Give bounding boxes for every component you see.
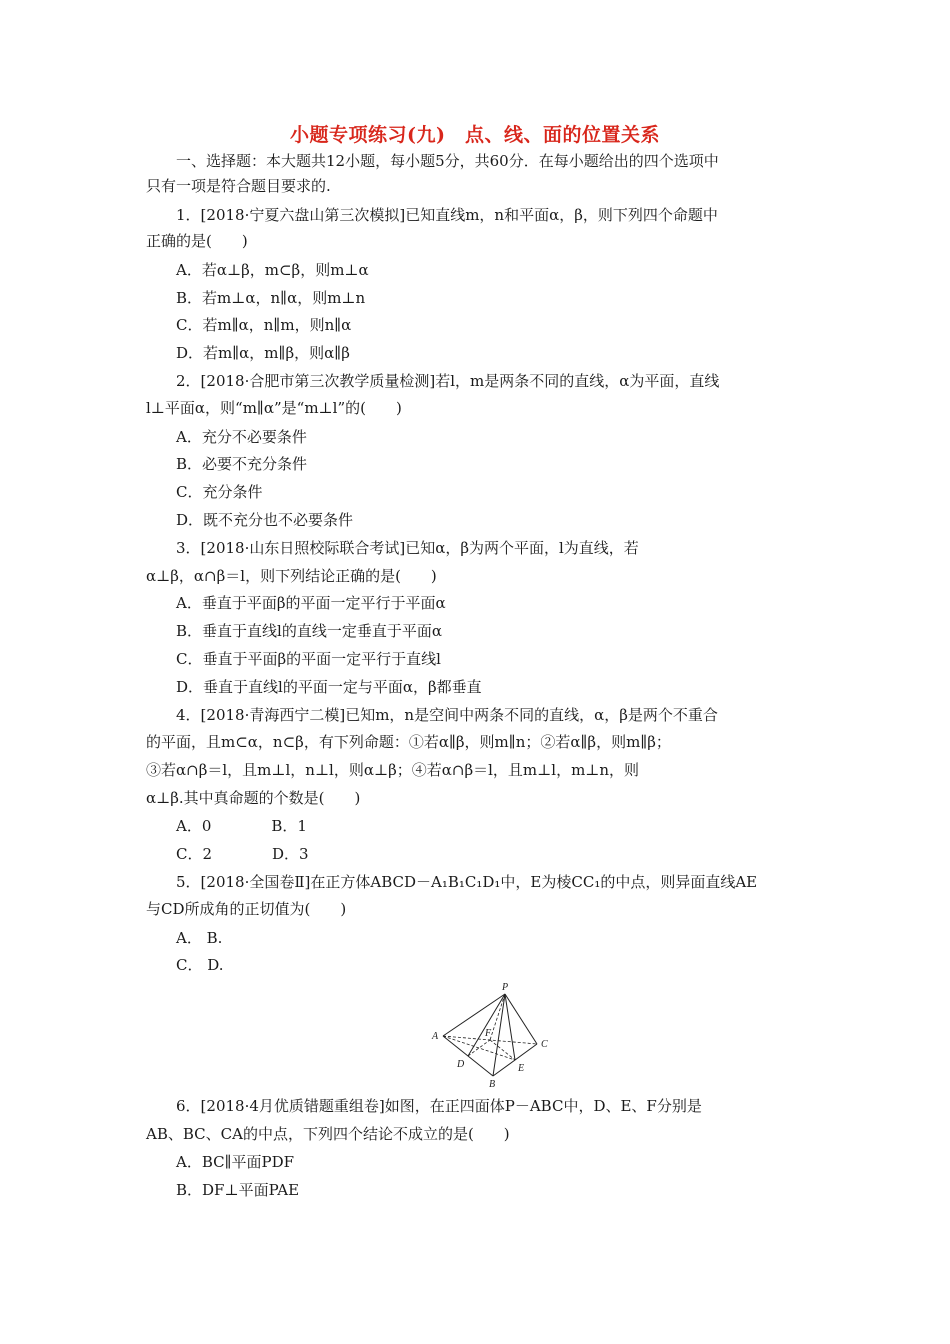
edge-pc	[505, 994, 537, 1044]
text-line-q1-d: D．若m∥α，m∥β，则α∥β	[176, 344, 350, 362]
text-line-q3-c: C．垂直于平面β的平面一定平行于直线l	[176, 650, 441, 668]
text-line-q1-b: B．若m⊥α，n∥α，则m⊥n	[176, 289, 366, 307]
text-line-q4-cd: C．2 D．3	[176, 845, 309, 863]
text-line-q2-b: B．必要不充分条件	[176, 455, 308, 473]
text-line-q2-a: A．充分不必要条件	[176, 428, 307, 446]
text-line-q3-stem-2: α⊥β，α∩β＝l，则下列结论正确的是( )	[146, 567, 437, 585]
text-line-section: 一、选择题：本大题共12小题，每小题5分，共60分．在每小题给出的四个选项中	[176, 152, 719, 170]
edge-ae	[443, 1036, 515, 1060]
text-line-q5-ab: A． B.	[176, 929, 223, 947]
edge-pf	[490, 994, 505, 1040]
edge-pe	[505, 994, 515, 1060]
text-line-q3-a: A．垂直于平面β的平面一定平行于平面α	[176, 594, 446, 612]
text-line-q5-cd: C． D.	[176, 956, 224, 974]
label-a: A	[432, 1031, 439, 1042]
text-line-q4-stem-2: 的平面，且m⊂α，n⊂β，有下列命题：①若α∥β，则m∥n；②若α∥β，则m∥β；	[146, 733, 671, 751]
text-line-q1-stem: 1．[2018·宁夏六盘山第三次模拟]已知直线m，n和平面α，β，则下列四个命题中	[176, 206, 718, 224]
text-line-q4-ab: A．0 B．1	[176, 817, 307, 835]
edge-fe	[490, 1040, 515, 1060]
label-b: B	[489, 1079, 496, 1090]
edge-pd	[468, 994, 505, 1056]
text-line-q3-b: B．垂直于直线l的直线一定垂直于平面α	[176, 622, 442, 640]
text-line-q6-b: B．DF⊥平面PAE	[176, 1181, 300, 1199]
text-line-q1-a: A．若α⊥β，m⊂β，则m⊥α	[176, 261, 369, 279]
text-line-q4-stem-4: α⊥β.其中真命题的个数是( )	[146, 789, 361, 807]
text-line-q5-stem-2: 与CD所成角的正切值为( )	[146, 900, 347, 918]
text-line-q2-c: C．充分条件	[176, 483, 263, 501]
text-line-q6-a: A．BC∥平面PDF	[176, 1153, 295, 1171]
text-line-q6-stem: 6．[2018·4月优质错题重组卷]如图，在正四面体P－ABC中，D、E、F分别是	[176, 1097, 702, 1115]
label-f: F	[485, 1028, 492, 1039]
text-line-q3-stem: 3．[2018·山东日照校际联合考试]已知α，β为两个平面，l为直线，若	[176, 539, 639, 557]
text-line-section-2: 只有一项是符合题目要求的.	[146, 177, 331, 195]
label-p: P	[502, 982, 509, 993]
text-line-q5-stem: 5．[2018·全国卷Ⅱ]在正方体ABCD－A₁B₁C₁D₁中，E为棱CC₁的中点，则异面直线AE	[176, 873, 758, 891]
page-title: 小题专项练习(九) 点、线、面的位置关系	[290, 124, 660, 146]
label-c: C	[541, 1039, 548, 1050]
tetrahedron-figure	[425, 980, 555, 1090]
text-line-q3-d: D．垂直于直线l的平面一定与平面α，β都垂直	[176, 678, 482, 696]
label-d: D	[457, 1059, 465, 1070]
text-line-q6-stem-2: AB、BC、CA的中点，下列四个结论不成立的是( )	[146, 1125, 510, 1143]
text-line-q2-stem: 2．[2018·合肥市第三次教学质量检测]若l，m是两条不同的直线，α为平面，直线	[176, 372, 720, 390]
text-line-q2-d: D．既不充分也不必要条件	[176, 511, 354, 529]
text-line-q1-stem-2: 正确的是( )	[146, 232, 248, 250]
edge-pa	[443, 994, 505, 1036]
edge-pb	[493, 994, 505, 1076]
text-line-q4-stem: 4．[2018·青海西宁二模]已知m，n是空间中两条不同的直线，α，β是两个不重合	[176, 706, 718, 724]
label-e: E	[518, 1063, 525, 1074]
text-line-q4-stem-3: ③若α∩β＝l，且m⊥l，n⊥l，则α⊥β；④若α∩β＝l，且m⊥l，m⊥n，则	[146, 761, 640, 779]
text-line-q2-stem-2: l⊥平面α，则“m∥α”是“m⊥l”的( )	[146, 399, 402, 417]
text-line-q1-c: C．若m∥α，n∥m，则n∥α	[176, 316, 352, 334]
